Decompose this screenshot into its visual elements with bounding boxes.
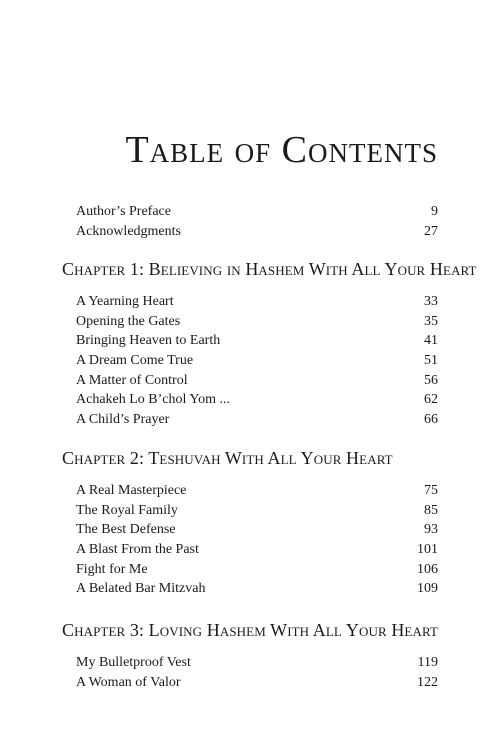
entry-title: The Best Defense [76, 522, 176, 538]
entry-title: A Child’s Prayer [76, 412, 170, 428]
entry-title: Acknowledgments [76, 223, 181, 239]
entry-title: A Dream Come True [76, 353, 194, 369]
entry-page: 9 [431, 204, 438, 219]
page-title: Table of Contents [125, 129, 438, 171]
entry-page: 109 [417, 581, 438, 597]
toc-entry[interactable] [76, 560, 438, 580]
toc-entry[interactable] [76, 653, 438, 673]
toc-entry[interactable] [76, 520, 438, 540]
entry-page: 93 [424, 522, 438, 538]
entry-page: 51 [424, 353, 438, 369]
toc-entry[interactable] [76, 481, 438, 501]
entry-page: 101 [417, 542, 438, 558]
toc-entry[interactable] [76, 390, 438, 410]
entry-page: 122 [417, 674, 438, 690]
entry-title: Achakeh Lo B’chol Yom ... [76, 392, 230, 408]
entry-page: 56 [424, 372, 438, 388]
entry-page: 35 [424, 313, 438, 329]
entry-title: The Royal Family [76, 502, 178, 518]
chapter-heading[interactable]: Chapter 2: Teshuvah With All Your Heart [62, 448, 393, 468]
entry-page: 27 [424, 223, 438, 239]
toc-entry[interactable] [76, 673, 438, 693]
entry-page: 119 [417, 655, 438, 670]
chapter-heading[interactable]: Chapter 1: Believing in Hashem With All Your Heart [62, 259, 477, 279]
entry-page: 66 [424, 412, 438, 428]
toc-entry[interactable] [76, 312, 438, 332]
entry-title: A Woman of Valor [76, 674, 181, 690]
toc-entry[interactable] [76, 331, 438, 351]
entry-title: A Belated Bar Mitzvah [76, 581, 206, 597]
entry-title: Opening the Gates [76, 313, 181, 329]
entry-title: A Real Masterpiece [76, 483, 187, 498]
chapter-2-list [76, 481, 438, 599]
entry-page: 41 [424, 333, 438, 349]
entry-title: Bringing Heaven to Earth [76, 333, 221, 349]
entry-page: 75 [424, 483, 438, 498]
toc-entry[interactable] [76, 202, 438, 222]
toc-entry[interactable] [76, 222, 438, 242]
entry-title: A Matter of Control [76, 372, 188, 388]
entry-title: Author’s Preface [76, 204, 171, 219]
entry-title: Fight for Me [76, 561, 148, 577]
toc-entry[interactable] [76, 540, 438, 560]
entry-page: 62 [424, 392, 438, 408]
toc-entry[interactable] [76, 371, 438, 391]
toc-entry[interactable] [76, 351, 438, 371]
entry-page: 33 [424, 294, 438, 309]
toc-entry[interactable] [76, 292, 438, 312]
chapter-1-list [76, 292, 438, 430]
toc-entry[interactable] [76, 579, 438, 599]
front-matter-list [76, 202, 438, 241]
entry-title: A Blast From the Past [76, 542, 199, 558]
entry-title: My Bulletproof Vest [76, 655, 191, 670]
chapter-3-list [76, 653, 438, 692]
toc-entry[interactable] [76, 501, 438, 521]
chapter-heading[interactable]: Chapter 3: Loving Hashem With All Your Heart [62, 620, 438, 640]
entry-title: A Yearning Heart [76, 294, 174, 309]
toc-entry[interactable] [76, 410, 438, 430]
entry-page: 85 [424, 502, 438, 518]
entry-page: 106 [417, 561, 438, 577]
